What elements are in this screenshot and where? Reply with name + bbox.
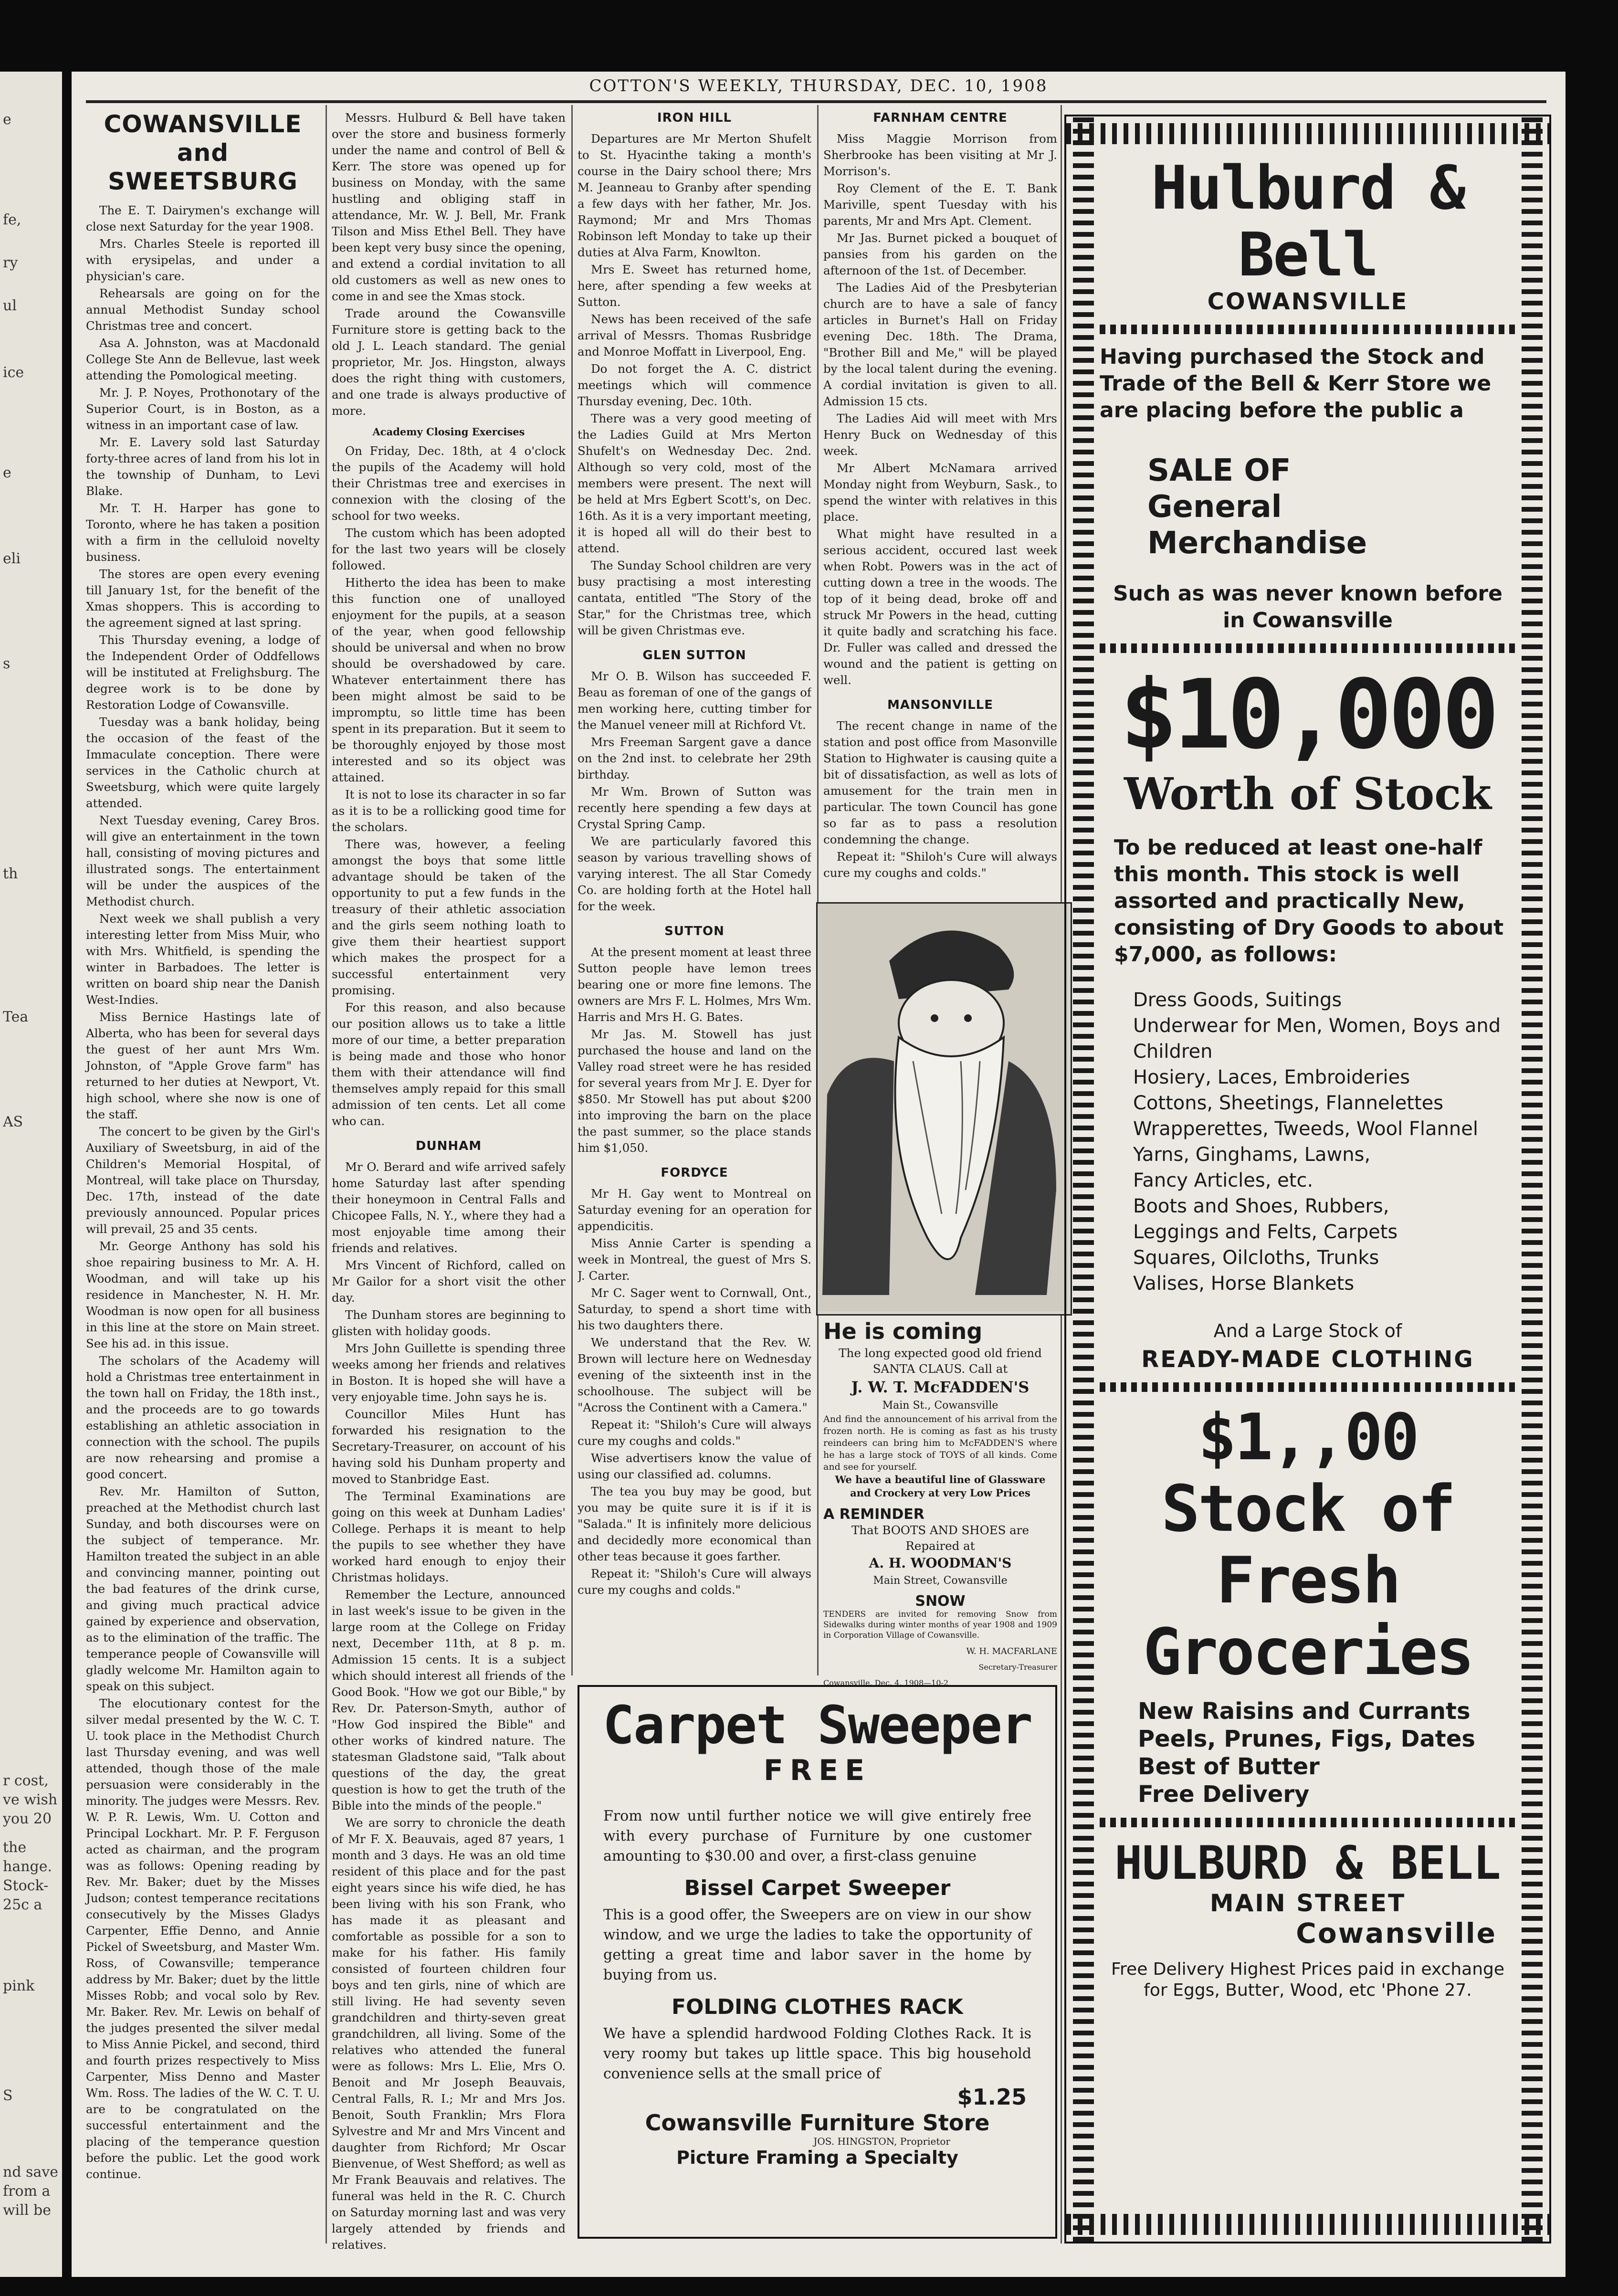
snow-title: Secretary-Treasurer — [978, 1663, 1057, 1672]
ad-stock-amount: $1,,00 Stock of — [1161, 1400, 1454, 1546]
reminder-text: That BOOTS AND SHOES are Repaired at — [851, 1523, 1029, 1553]
goods-item: Hosiery, Laces, Embroideries — [1133, 1066, 1410, 1088]
carpet-ad-store: Cowansville Furniture Store — [645, 2110, 990, 2136]
margin-fragment: ry — [3, 254, 18, 271]
subheading: IRON HILL — [657, 111, 732, 125]
snow-date: Cowansville, Dec. 4, 1908—10-2 — [823, 1678, 949, 1687]
carpet-ad-text: This is a good offer, the Sweepers are on view in our show window, and we urge the ladies to take the opportunity of getting a great time and labor saver in the home by buying from us. — [603, 1906, 1031, 1983]
ad-worth: Worth of Stock — [1124, 768, 1492, 820]
carpet-ad-text: We have a splendid hardwood Folding Clothes Rack. It is very roomy but takes up little space. This big household convenience sells at the small price of — [603, 2025, 1031, 2082]
paragraph: Mr. George Anthony has sold his shoe repairing business to Mr. A. H. Woodman, and will take up his residence in Manchester, N. H. Mr. Woodman is now open for all business in this line at the store on Main street. See his ad. in this issue. — [86, 1239, 320, 1350]
ornamental-border — [1066, 123, 1549, 144]
paragraph: Rehearsals are going on for the annual Methodist Sunday school Christmas tree and concert. — [86, 286, 320, 333]
mcfadden-announcement: And find the announcement of his arrival from the frozen north. He is coming as fast as his trusty reindeers can bring him to McFADDEN'S where he has a large stock of TOYS of all kinds. Come and see for yourself. — [823, 1414, 1057, 1472]
article-body — [823, 131, 1057, 688]
paragraph: The Terminal Examinations are going on this week at Dunham Ladies' College. Perhaps it is meant to help the pupils to see whether they have worked hard enough to enjoy their Christmas holidays. — [332, 1489, 566, 1584]
carpet-ad-subheading: Bissel Carpet Sweeper — [684, 1876, 951, 1900]
snow-tender: TENDERS are invited for removing Snow from Sidewalks during winter months of year 1908 and 1909 in Corporation Village of Cowansville. — [823, 1610, 1057, 1640]
glassware-line: We have a beautiful line of Glassware and Crockery at very Low Prices — [835, 1474, 1046, 1499]
ad-never-known: Such as was never known before in Cowansville — [1113, 581, 1502, 632]
margin-fragment: Tea — [3, 1009, 29, 1025]
column-four-top — [823, 110, 1057, 893]
paragraph: Do not forget the A. C. district meetings which will commence Thursday evening, Dec. 10th. — [578, 362, 811, 408]
paragraph: The elocutionary contest for the silver medal presented by the W. C. T. U. took place in the Methodist Church last Thursday evening, and was well attended, though those of the male persuasion were considerably in the minority. The judges were Messrs. Rev. W. P. R. Lewis, Wm. U. Cotton and Principal Lockhart. Mr. P. F. Ferguson acted as chairman, and the program was as follows: Opening reading by Rev. Mr. Baker; duet by the Misses Judson; contest temperance recitations consecutively by the Misses Gladys Carpenter, Effie Denno, and Annie Pickel of Sweetsburg, and Master Wm. Ross, of Cowansville; temperance address by Mr. Baker; duet by the little Misses Robb; and vocal solo by Rev. Mr. Baker. Rev. Mr. Lewis on behalf of the judges presented the silver medal to Miss Annie Pickel, and second, third and fourth prizes respectively to Miss Carpenter, Miss Denno and Master Wm. Ross. The ladies of the W. C. T. U. are to be congratulated on the successful entertainment and the placing of the temperance question before the public. Let the good work continue. — [86, 1696, 320, 2181]
paragraph: The scholars of the Academy will hold a Christmas tree entertainment in the town hall on Friday, the 18th inst., and the proceeds are to go towards establishing an athletic association in connection with the school. The pupils are now rehearsing and promise a good concert. — [86, 1354, 320, 1481]
paragraph: Departures are Mr Merton Shufelt to St. Hyacinthe taking a month's course in the Dairy school there; Mrs M. Jeanneau to Granby after spending a few days with her father, Mr. Jos. Raymond; Mr and Mrs Thomas Robinson left Monday to take up their duties at Alva Farm, Knowlton. — [578, 132, 811, 259]
paragraph: Trade around the Cowansville Furniture store is getting back to the old J. L. Leach standard. The genial proprietor, Mr. Jos. Hingston, always does the right thing with customers, and one trade is always productive of more. — [332, 306, 566, 418]
paragraph: Next Tuesday evening, Carey Bros. will give an entertainment in the town hall, consisting of moving pictures and illustrated songs. The entertainment will be under the auspices of the Methodist church. — [86, 813, 320, 908]
paragraph: We are particularly favored this season by various travelling shows of varying interest. The all Star Comedy Co. are holding forth at the Hotel hall for the week. — [578, 834, 811, 913]
article-body — [823, 718, 1057, 881]
ad-intro: Having purchased the Stock and Trade of the Bell & Kerr Store we are placing before the public a — [1100, 345, 1492, 422]
goods-item: Dress Goods, Suitings — [1133, 989, 1342, 1011]
carpet-ad-price: $1.25 — [957, 2084, 1027, 2110]
paragraph: Mr O. B. Wilson has succeeded F. Beau as foreman of one of the gangs of men working here, cutting timber for the Manuel veneer mill at Richford Vt. — [578, 669, 811, 732]
ad-sale-line: General — [1147, 489, 1282, 525]
ornamental-divider — [1100, 325, 1516, 334]
carpet-ad-text: From now until further notice we will give entirely free with every purchase of Furniture by one customer amounting to $30.00 and over, a first-class genuine — [603, 1808, 1031, 1864]
paragraph: Mrs Vincent of Richford, called on Mr Gailor for a short visit the other day. — [332, 1258, 566, 1305]
carpet-ad-proprietor: JOS. HINGSTON, Proprietor — [813, 2136, 950, 2147]
article-body — [332, 443, 566, 1129]
paragraph: Mr. E. Lavery sold last Saturday forty-three acres of land from his lot in the township of Dunham, to Levi Blake. — [86, 435, 320, 498]
ad-reduce-text: To be reduced at least one-half this month. This stock is well assorted and practically New, consisting of Dry Goods to about $7,000, as follows: — [1114, 835, 1504, 967]
subheading: MANSONVILLE — [887, 698, 994, 712]
paragraph: Mrs Freeman Sargent gave a dance on the 2nd inst. to celebrate her 29th birthday. — [578, 735, 811, 781]
groceries-list — [1100, 1697, 1516, 1808]
woodman-name: A. H. WOODMAN'S — [869, 1555, 1012, 1571]
margin-fragment: pink — [3, 1978, 35, 1994]
paragraph: News has been received of the safe arrival of Messrs. Thomas Rusbridge and Monroe Moffatt in Liverpool, Eng. — [578, 312, 811, 358]
paragraph: The Ladies Aid of the Presbyterian church are to have a sale of fancy articles in Burnet's Hall on Friday evening Dec. 18th. The Drama, "Brother Bill and Me," will be played by the local talent during the evening. A cordial invitation is given to all. Admission 15 cts. — [823, 281, 1057, 408]
paragraph: Hitherto the idea has been to make this function one of unalloyed enjoyment for the pupils, at a season of the year, when good fellowship should be universal and when no brow should be overshadowed by care. Whatever entertainment there has been might almost be said to be impromptu, so little time has been spent in its preparation. But it seem to be thoroughly enjoyed by those most interested and so its object was attained. — [332, 576, 566, 784]
woodman-address: Main Street, Cowansville — [873, 1575, 1008, 1587]
ad-groceries: Fresh Groceries — [1143, 1543, 1473, 1689]
margin-fragment: fe, — [3, 211, 21, 228]
ornamental-border — [1066, 2214, 1549, 2235]
goods-item: Yarns, Ginghams, Lawns, — [1133, 1144, 1371, 1166]
margin-fragment: the — [3, 1839, 27, 1856]
snow-heading: SNOW — [915, 1593, 966, 1610]
margin-fragment: th — [3, 865, 18, 882]
article-body — [578, 944, 811, 1156]
article-body — [578, 1186, 811, 1598]
ad-sale-line: Merchandise — [1147, 526, 1367, 561]
paragraph: There was a very good meeting of the Ladies Guild at Mrs Merton Shufelt's on Wednesday Dec. 2nd. Although so very cold, most of the members were present. The next will be held at Mrs Egbert Scott's, on Dec. 16th. As it is a very important meeting, it is hoped all will do their best to attend. — [578, 411, 811, 555]
article-body — [332, 1159, 566, 2253]
margin-fragment: e — [3, 464, 11, 481]
paragraph: Roy Clement of the E. T. Bank Mariville, spent Tuesday with his parents, Mr and Mrs Apt. Clement. — [823, 181, 1057, 228]
paragraph: For this reason, and also because our position allows us to take a little more of our time, a better preparation is being made and those who honor them with their attendance will find themselves amply repaid for this small admission of ten cents. Let all come who can. — [332, 1001, 566, 1128]
paragraph: Mr Jas. M. Stowell has just purchased the house and land on the Valley road street were he has resided for several years from Mr J. E. Dyer for $850. Mr Stowell has put about $200 into improving the barn on the place the past summer, so the place stands him $1,050. — [578, 1027, 811, 1155]
column-divider — [326, 105, 327, 2243]
paragraph: Next week we shall publish a very interesting letter from Miss Muir, who with Mrs. Whitfield, is spending the winter in Barbadoes. The letter is written on board ship near the Danish West-Indies. — [86, 912, 320, 1007]
paragraph: Miss Bernice Hastings late of Alberta, who has been for several days the guest of her aunt Mrs Wm. Johnston, of "Apple Grove farm" has returned to her duties at Newport, Vt. high school, where she now is one of the staff. — [86, 1010, 320, 1121]
paragraph: Mr H. Gay went to Montreal on Saturday evening for an operation for appendicitis. — [578, 1187, 811, 1233]
paragraph: The custom which has been adopted for the last two years will be closely followed. — [332, 526, 566, 572]
margin-fragment: 25c a — [3, 1896, 42, 1913]
goods-item: Squares, Oilcloths, Trunks — [1133, 1247, 1379, 1269]
grocery-item: Best of Butter — [1138, 1753, 1320, 1780]
paragraph: Remember the Lecture, announced in last week's issue to be given in the large room at the College on Friday next, December 11th, at 8 p. m. Admission 15 cents. It is a subject which should interest all friends of the Good Book. "How we got our Bible," by Rev. Dr. Paterson-Smyth, author of "How God inspired the Bible" and other works of kindred nature. The statesman Gladstone said, "Talk about questions of the day, the great question is how to get the truth of the Bible into the minds of the people." — [332, 1588, 566, 1812]
margin-fragment: hange. — [3, 1858, 53, 1875]
paragraph: The Ladies Aid will meet with Mrs Henry Buck on Wednesday of this week. — [823, 411, 1057, 458]
goods-item: Leggings and Felts, Carpets — [1133, 1221, 1398, 1243]
paragraph: The Dunham stores are beginning to glisten with holiday goods. — [332, 1308, 566, 1338]
paragraph: It is not to lose its character in so far as it is to be a rollicking good time for the scholars. — [332, 788, 566, 834]
margin-fragment: e — [3, 111, 11, 128]
ad-amount: $10,000 — [1120, 659, 1496, 770]
goods-item: Wrapperettes, Tweeds, Wool Flannel — [1133, 1118, 1478, 1140]
subheading: GLEN SUTTON — [642, 648, 746, 663]
ad-main-street: MAIN STREET — [1209, 1889, 1406, 1917]
paragraph: The tea you buy may be good, but you may be quite sure it is if it is "Salada." It is infinitely more delicious and decidedly more economical than other teas because it goes farther. — [578, 1485, 811, 1563]
paragraph: Miss Maggie Morrison from Sherbrooke has been visiting at Mr J. Morrison's. — [823, 132, 1057, 178]
margin-fragment: from a — [3, 2183, 51, 2200]
goods-item: Boots and Shoes, Rubbers, — [1133, 1195, 1389, 1217]
ornamental-border — [1522, 116, 1543, 2242]
article-body — [332, 110, 566, 419]
hulburd-bell-ad — [1064, 115, 1551, 2243]
paragraph: There was, however, a feeling amongst the boys that some little advantage should be taken of the opportunity to put a few funds in the treasury of their athletic association and the girls seem nothing loath to give them their heartiest support which makes the prospect for a successful entertainment very promising. — [332, 837, 566, 997]
ad-sale-line: SALE OF — [1147, 453, 1291, 488]
paragraph: Tuesday was a bank holiday, being the occasion of the feast of the Immaculate conception. There were services in the Catholic church at Sweetsburg, which were quite largely attended. — [86, 715, 320, 810]
mcfadden-address: Main St., Cowansville — [882, 1400, 998, 1411]
ornamental-divider — [1100, 1818, 1516, 1827]
carpet-sweeper-ad — [578, 1685, 1057, 2239]
santa-claus-illustration — [816, 902, 1072, 1316]
paragraph: Mr Wm. Brown of Sutton was recently here spending a few days at Crystal Spring Camp. — [578, 785, 811, 831]
paragraph: Mr C. Sager went to Cornwall, Ont., Saturday, to spend a short time with his two daughters there. — [578, 1286, 811, 1332]
subheading: Academy Closing Exercises — [372, 426, 525, 438]
ad-title: Hulburd & Bell — [1151, 153, 1464, 290]
carpet-ad-subheading: FOLDING CLOTHES RACK — [671, 1995, 964, 2019]
goods-item: Fancy Articles, etc. — [1133, 1169, 1313, 1191]
section-heading: COWANSVILLE and SWEETSBURG — [104, 110, 302, 195]
margin-fragment: r cost, — [3, 1772, 49, 1789]
column-divider — [571, 105, 573, 1675]
snow-signature: W. H. MACFARLANE — [966, 1646, 1057, 1656]
paragraph: Repeat it: "Shiloh's Cure will always cure my coughs and colds." — [823, 850, 1057, 880]
header-rule — [86, 100, 1546, 103]
paragraph: Wise advertisers know the value of using our classified ad. columns. — [578, 1451, 811, 1481]
ornamental-divider — [1100, 643, 1516, 653]
paragraph: Mr Jas. Burnet picked a bouquet of pansies from his garden on the afternoon of the 1st. of December. — [823, 231, 1057, 277]
grocery-item: New Raisins and Currants — [1138, 1698, 1471, 1725]
margin-fragment: ice — [3, 364, 24, 381]
paragraph: Mrs. Charles Steele is reported ill with erysipelas, and under a physician's care. — [86, 237, 320, 283]
paragraph: At the present moment at least three Sutton people have lemon trees bearing one or more fine lemons. The owners are Mrs F. L. Holmes, Mrs Wm. Harris and Mrs H. G. Bates. — [578, 945, 811, 1024]
margin-fragment: will be — [3, 2202, 51, 2219]
reminder-heading: A REMINDER — [823, 1506, 925, 1523]
column-two — [332, 110, 566, 2258]
margin-fragment: ve wish — [3, 1791, 58, 1808]
paragraph: Councillor Miles Hunt has forwarded his resignation to the Secretary-Treasurer, on account of his having sold his Dunham property and moved to Stanbridge East. — [332, 1407, 566, 1486]
margin-fragment: eli — [3, 550, 21, 567]
paragraph: On Friday, Dec. 18th, at 4 o'clock the pupils of the Academy will hold their Christmas tree and exercises in connexion with the closing of the school for two weeks. — [332, 444, 566, 523]
subheading: FORDYCE — [661, 1166, 728, 1180]
adjacent-page-margin — [0, 72, 62, 2277]
column-divider — [817, 105, 819, 1675]
paragraph: The Sunday School children are very busy practising a most interesting cantata, entitled "The Story of the Star," for the Christmas tree, which will be given Christmas eve. — [578, 558, 811, 637]
goods-item: Valises, Horse Blankets — [1133, 1273, 1355, 1295]
ad-ready-made: READY-MADE CLOTHING — [1141, 1346, 1474, 1373]
paragraph: Mr Albert McNamara arrived Monday night from Weyburn, Sask., to spend the winter with relatives in this place. — [823, 461, 1057, 524]
goods-item: Cottons, Sheetings, Flannelettes — [1133, 1092, 1444, 1114]
goods-item: Underwear for Men, Women, Boys and Children — [1133, 1015, 1501, 1063]
margin-fragment: you 20 — [3, 1811, 52, 1827]
grocery-item: Peels, Prunes, Figs, Dates — [1138, 1726, 1475, 1752]
ad-content — [1100, 155, 1516, 2203]
margin-fragment: S — [3, 2087, 13, 2104]
mcfadden-name: J. W. T. McFADDEN'S — [851, 1378, 1030, 1396]
carpet-ad-framing: Picture Framing a Specialty — [676, 2147, 958, 2168]
paragraph: This Thursday evening, a lodge of the Independent Order of Oddfellows will be instituted at Frelighsburg. The degree work is to be done by Restoration Lodge of Cowansville. — [86, 633, 320, 712]
paragraph: Asa A. Johnston, was at Macdonald College Ste Ann de Bellevue, last week attending the Pomological meeting. — [86, 336, 320, 382]
paragraph: Mrs John Guillette is spending three weeks among her friends and relatives in Boston. It is hoped she will have a very enjoyable time. John says he is. — [332, 1341, 566, 1404]
column-cowansville — [86, 110, 320, 2258]
paragraph: Mrs E. Sweet has returned home, here, after spending a few weeks at Sutton. — [578, 263, 811, 309]
paragraph: The concert to be given by the Girl's Auxiliary of Sweetsburg, in aid of the Children's Memorial Hospital, of Montreal, will take place on Thursday, Dec. 17th, instead of the date previously announced. Popular prices will prevail, 25 and 35 cents. — [86, 1125, 320, 1236]
ornamental-divider — [1100, 1382, 1516, 1392]
margin-fragment: nd save — [3, 2164, 59, 2180]
paragraph: Messrs. Hulburd & Bell have taken over the store and business formerly under the name and control of Bell & Kerr. The store was opened up for business on Monday, with the same hustling and obliging staff in attendance, Mr. W. J. Bell, Mr. Frank Tilson and Miss Ethel Bell. They have been kept very busy since the opening, and extend a cordial invitation to all old customers as well as new ones to come in and see the Xmas stock. — [332, 111, 566, 303]
ad-footer-note: Free Delivery Highest Prices paid in exchange for Eggs, Butter, Wood, etc 'Phone 27. — [1111, 1959, 1505, 2000]
santa-ad-text — [823, 1317, 1057, 1691]
column-three — [578, 110, 811, 1675]
newspaper-page — [72, 72, 1565, 2277]
ad-town: COWANSVILLE — [1207, 288, 1408, 315]
subheading: FARNHAM CENTRE — [873, 111, 1008, 125]
carpet-ad-title: Carpet Sweeper — [602, 1695, 1032, 1756]
santa-ad-heading: He is coming — [823, 1318, 983, 1344]
article-body — [86, 202, 320, 2182]
goods-list — [1100, 987, 1516, 1296]
margin-fragment: ul — [3, 297, 17, 314]
ad-large-stock: And a Large Stock of — [1213, 1320, 1402, 1341]
ad-name-footer: HULBURD & BELL — [1114, 1836, 1501, 1890]
santa-ad-line: The long expected good old friend SANTA CLAUS. Call at — [839, 1346, 1042, 1376]
paragraph: We are sorry to chronicle the death of Mr F. X. Beauvais, aged 87 years, 1 month and 3 days. He was an old time resident of this place and for the past eight years since his wife died, he has been living with his son Frank, who has made it as pleasant and comfortable as possible for a son to make for his father. His family consisted of fourteen children four boys and ten girls, nine of which are still living. He had seventy seven grandchildren and thirty-seven great grandchildren, all living. Some of the relatives who attended the funeral were as follows: Mrs L. Elie, Mrs O. Benoit and Mr Joseph Beauvais, Central Falls, R. I.; Mr and Mrs Jos. Benoit, South Franklin; Mrs Flora Sylvestre and Mr and Mrs Vincent and daughter from Richford; Mr Oscar Bienvenue, of West Shefford; as well as Mr Frank Beauvais and relatives. The funeral was held in the R. C. Church on Saturday morning last and was very largely attended by friends and relatives. — [332, 1816, 566, 2252]
article-body — [578, 131, 811, 639]
paragraph: Miss Annie Carter is spending a week in Montreal, the guest of Mrs S. J. Carter. — [578, 1236, 811, 1283]
margin-fragment: AS — [3, 1114, 23, 1130]
ornamental-border — [1073, 116, 1094, 2242]
carpet-ad-free: FREE — [763, 1754, 872, 1787]
margin-fragment: s — [3, 655, 11, 672]
article-body — [578, 668, 811, 915]
ad-town-footer: Cowansville — [1296, 1917, 1497, 1949]
masthead: COTTON'S WEEKLY, THURSDAY, DEC. 10, 1908 — [589, 76, 1048, 95]
paragraph: The recent change in name of the station and post office from Masonville Station to Highwater is causing quite a bit of dissatisfaction, as well as lots of amusement for the train men in particular. The town Council has gone so far as to pass a resolution condemning the change. — [823, 719, 1057, 846]
paragraph: What might have resulted in a serious accident, occured last week when Robt. Powers was in the act of cutting down a tree in the woods. The top of it being dead, broke off and struck Mr Powers in the head, cutting it quite badly and scratching his face. Dr. Fuller was called and dressed the wound and the patient is getting on well. — [823, 527, 1057, 687]
paragraph: Repeat it: "Shiloh's Cure will always cure my coughs and colds." — [578, 1418, 811, 1448]
paragraph: Mr. J. P. Noyes, Prothonotary of the Superior Court, is in Boston, as a witness in an important case of law. — [86, 386, 320, 432]
paragraph: The E. T. Dairymen's exchange will close next Saturday for the year 1908. — [86, 203, 320, 233]
subheading: SUTTON — [664, 924, 725, 938]
grocery-item: Free Delivery — [1138, 1781, 1310, 1808]
subheading: DUNHAM — [415, 1139, 482, 1153]
paragraph: Repeat it: "Shiloh's Cure will always cure my coughs and colds." — [578, 1567, 811, 1597]
santa-icon — [818, 904, 1068, 1311]
paragraph: Rev. Mr. Hamilton of Sutton, preached at the Methodist church last Sunday, and both discourses were on the subject of temperance. Mr. Hamilton treated the subject in an able and convincing manner, pointing out the bad features of the drink curse, and giving much practical advice gained by experience and observation, as to the elimination of the traffic. The temperance people of Cowansville will gladly welcome Mr. Hamilton again to speak on this subject. — [86, 1485, 320, 1693]
paragraph: We understand that the Rev. W. Brown will lecture here on Wednesday evening of the sixteenth inst in the schoolhouse. The subject will be "Across the Continent with a Camera." — [578, 1336, 811, 1414]
margin-fragment: Stock- — [3, 1877, 49, 1894]
paragraph: Mr. T. H. Harper has gone to Toronto, where he has taken a position with a firm in the celluloid novelty business. — [86, 501, 320, 564]
paragraph: The stores are open every evening till January 1st, for the benefit of the Xmas shoppers. This is according to the agreement signed at last spring. — [86, 567, 320, 630]
paragraph: Mr O. Berard and wife arrived safely home Saturday last after spending their honeymoon in Central Falls and Chicopee Falls, N. Y., where they had a most enjoyable time among their friends and relatives. — [332, 1160, 566, 1255]
